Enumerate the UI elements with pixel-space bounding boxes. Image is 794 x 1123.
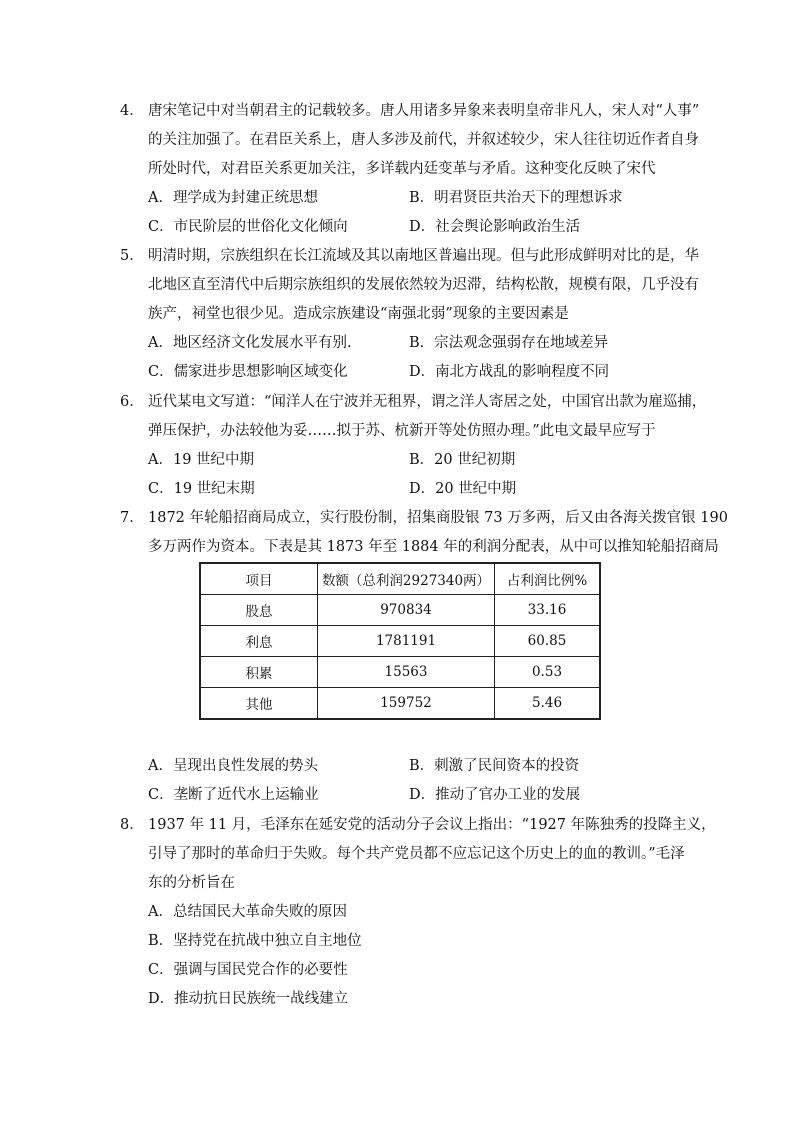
- option-c[interactable]: C．市民阶层的世俗化文化倾向: [148, 219, 348, 235]
- table-cell: 积累: [200, 657, 318, 688]
- table-cell: 股息: [200, 595, 318, 626]
- table-header-row: [200, 563, 600, 595]
- option-c[interactable]: C．19 世纪末期: [148, 481, 255, 497]
- question-7: [120, 504, 728, 562]
- option-a[interactable]: A．呈现出良性发展的势头: [148, 758, 318, 774]
- option-a[interactable]: A．地区经济文化发展水平有别.: [148, 335, 352, 351]
- option-b[interactable]: B．20 世纪初期: [409, 452, 516, 468]
- option-c[interactable]: C．垄断了近代水上运输业: [148, 787, 319, 803]
- question-text-line: 引导了那时的革命归于失败。每个共产党员都不应忘记这个历史上的血的教训。”毛泽: [148, 846, 685, 862]
- table-cell: 33.16: [495, 595, 601, 626]
- table-header: 占利润比例%: [495, 563, 601, 595]
- table-cell: 5.46: [495, 688, 601, 720]
- option-d[interactable]: D．社会舆论影响政治生活: [409, 219, 581, 235]
- question-6: [120, 388, 707, 504]
- table-row: [200, 657, 600, 688]
- question-text-line: 所处时代，对君臣关系更加关注，多详载内廷变革与矛盾。这种变化反映了宋代: [148, 161, 656, 177]
- table-cell: 0.53: [495, 657, 601, 688]
- question-number: 4．: [120, 103, 144, 119]
- option-b[interactable]: B．坚持党在抗战中独立自主地位: [148, 933, 362, 949]
- option-b[interactable]: B．明君贤臣共治天下的理想诉求: [409, 190, 623, 206]
- option-d[interactable]: D．推动了官办工业的发展: [409, 787, 581, 803]
- question-number: 5．: [120, 248, 144, 264]
- option-d[interactable]: D．推动抗日民族统一战线建立: [148, 991, 349, 1007]
- question-text-line: 多万两作为资本。下表是其 1873 年至 1884 年的利润分配表，从中可以推知轮船招商局: [148, 539, 719, 555]
- question-5: [120, 242, 699, 387]
- table-header: 数额（总利润2927340两）: [318, 563, 495, 595]
- question-number: 6．: [120, 394, 144, 410]
- question-number: 8．: [120, 817, 144, 833]
- question-text-line: 1937 年 11 月，毛泽东在延安党的活动分子会议上指出：“1927 年陈独秀的投降主义，: [148, 817, 716, 833]
- question-text-line: 族产，祠堂也很少见。造成宗族建设“南强北弱”现象的主要因素是: [148, 306, 569, 322]
- question-text-line: 弹压保护，办法较他为妥……拟于苏、杭新开等处仿照办理。”此电文最早应写于: [148, 423, 656, 439]
- table-cell: 15563: [318, 657, 495, 688]
- question-text-line: 1872 年轮船招商局成立，实行股份制，招集商股银 73 万多两，后又由各海关拨官银 190: [148, 510, 728, 526]
- question-text-line: 北地区直至清代中后期宗族组织的发展依然较为迟滞，结构松散，规模有限，几乎没有: [148, 277, 699, 293]
- table-cell: 利息: [200, 626, 318, 657]
- table-cell: 159752: [318, 688, 495, 720]
- option-c[interactable]: C．强调与国民党合作的必要性: [148, 962, 348, 978]
- table-row: [200, 688, 600, 720]
- profit-distribution-table: [199, 562, 601, 720]
- question-text-line: 的关注加强了。在君臣关系上，唐人多涉及前代，并叙述较少，宋人往往切近作者自身: [148, 132, 699, 148]
- question-4: [120, 97, 700, 242]
- question-text-line: 东的分析旨在: [148, 875, 235, 891]
- table-cell: 970834: [318, 595, 495, 626]
- option-b[interactable]: B．刺激了民间资本的投资: [409, 758, 580, 774]
- option-c[interactable]: C．儒家进步思想影响区域变化: [148, 364, 348, 380]
- table-cell: 60.85: [495, 626, 601, 657]
- table-row: [200, 626, 600, 657]
- table-row: [200, 595, 600, 626]
- table-cell: 其他: [200, 688, 318, 720]
- option-b[interactable]: B．宗法观念强弱存在地域差异: [409, 335, 609, 351]
- question-text-line: 唐宋笔记中对当朝君主的记载较多。唐人用诸多异象来表明皇帝非凡人，宋人对“人事”: [148, 103, 700, 119]
- option-a[interactable]: A．总结国民大革命失败的原因: [148, 904, 347, 920]
- question-7-options: [120, 752, 670, 810]
- option-d[interactable]: D．南北方战乱的影响程度不同: [409, 364, 610, 380]
- table-cell: 1781191: [318, 626, 495, 657]
- option-d[interactable]: D．20 世纪中期: [409, 481, 517, 497]
- question-number: 7．: [120, 510, 144, 526]
- option-a[interactable]: A．19 世纪中期: [148, 452, 255, 468]
- question-8: [120, 811, 716, 1014]
- table-header: 项目: [200, 563, 318, 595]
- question-text-line: 明清时期，宗族组织在长江流域及其以南地区普遍出现。但与此形成鲜明对比的是，华: [148, 248, 699, 264]
- option-a[interactable]: A．理学成为封建正统思想: [148, 190, 318, 206]
- question-text-line: 近代某电文写道：“闻洋人在宁波并无租界，谓之洋人寄居之处，中国官出款为雇巡捕，: [148, 394, 707, 410]
